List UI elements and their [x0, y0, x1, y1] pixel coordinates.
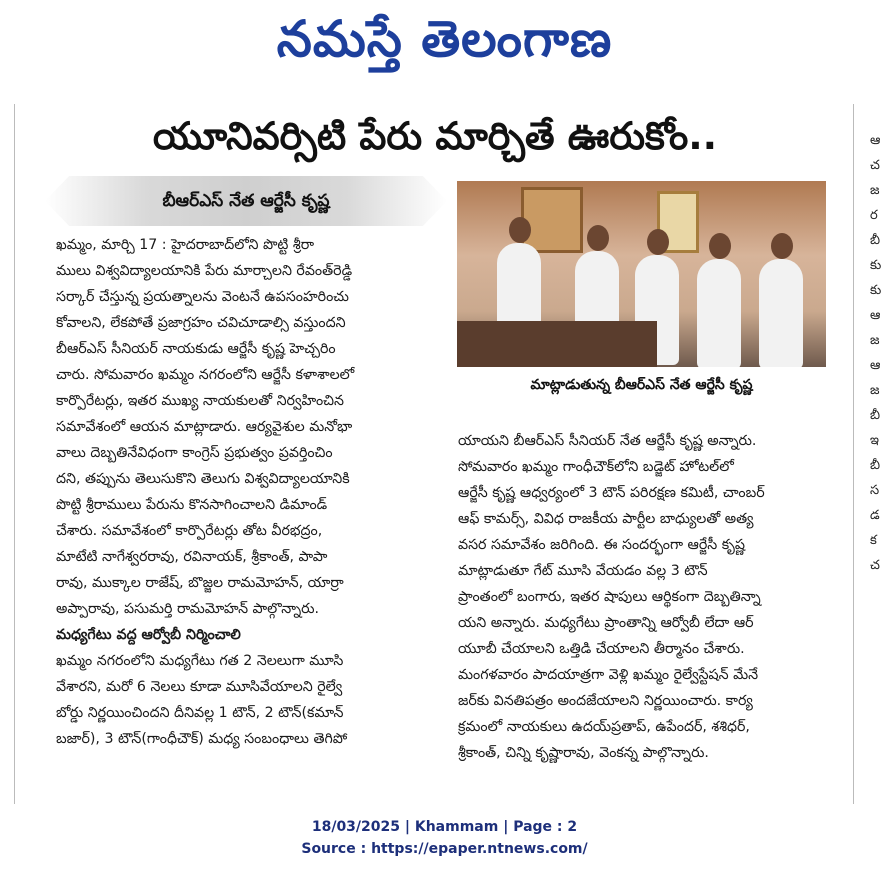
edge-glyph: ఆ	[870, 133, 881, 148]
edge-glyph: స	[870, 483, 880, 498]
body-line: సోమవారం ఖమ్మం గాంధీచౌక్‌లోని బడ్జెట్ హోటల్‌లో	[458, 459, 734, 475]
edge-glyph: ఆ	[870, 308, 881, 323]
edge-glyph: చ	[870, 558, 880, 573]
body-line: కోవాలని, లేకపోతే ప్రజాగ్రహం చవిచూడాల్సి వస్తుందని	[56, 315, 346, 331]
body-line: ఆర్జేసీ కృష్ణ ఆధ్వర్యంలో 3 టౌన్ పరిరక్షణ కమిటీ, చాంబర్	[458, 485, 765, 501]
edge-glyph: బీ	[870, 408, 881, 423]
body-line: పొట్టి శ్రీరాములు పేరును కొనసాగించాలని డిమాండ్	[56, 497, 328, 513]
edge-glyph: ర	[870, 208, 878, 223]
edge-glyph: జ	[870, 333, 880, 348]
edge-glyph: ఇ	[870, 433, 879, 448]
photo-caption: మాట్లాడుతున్న బీఆర్ఎస్ నేత ఆర్జేసీ కృష్ణ	[530, 377, 753, 393]
body-line: ప్రాంతంలో బంగారు, ఇతర షాపులు ఆర్థికంగా దెబ్బతిన్నా	[458, 589, 761, 605]
body-line: బీఆర్ఎస్ సీనియర్ నాయకుడు ఆర్జేసీ కృష్ణ హెచ్చరిం	[56, 341, 336, 357]
body-line: ములు విశ్వవిద్యాలయానికి పేరు మార్చాలని రేవంత్‌రెడ్డి	[56, 263, 353, 279]
person-figure	[697, 259, 741, 367]
edge-glyph: జ	[870, 183, 880, 198]
footer-date-line: 18/03/2025 | Khammam | Page : 2	[311, 819, 578, 835]
body-line: ఖమ్మం నగరంలోని మధ్యగేటు గత 2 నెలలుగా మూసి	[56, 653, 344, 669]
page-footer	[0, 816, 889, 860]
article-column-left	[56, 232, 448, 804]
adjacent-article-fragment	[870, 128, 889, 808]
column-rule-right	[853, 104, 854, 804]
article-column-right	[458, 428, 828, 806]
edge-glyph: క	[870, 533, 877, 548]
body-line: ఆఫ్ కామర్స్, వివిధ రాజకీయ పార్టీల బాధ్యులతో అత్య	[458, 511, 754, 527]
edge-glyph: చ	[870, 158, 880, 173]
body-line: కార్పొరేటర్లు, ఇతర ముఖ్య నాయకులతో నిర్వహించిన	[56, 393, 344, 409]
edge-glyph: డ	[870, 508, 880, 523]
body-line: రావు, ముక్కాల రాజేష్, బొజ్జల రామమోహన్, యార్రా	[56, 575, 344, 591]
edge-glyph: కు	[870, 283, 882, 298]
edge-glyph: బీ	[870, 458, 881, 473]
body-line: వాలు దెబ్బతినేవిధంగా కాంగ్రెస్ ప్రభుత్వం ప్రవర్తించిం	[56, 445, 333, 461]
body-line: బోర్డు నిర్ణయించిందని దీనివల్ల 1 టౌన్, 2 టౌన్(కమాన్	[56, 705, 344, 721]
body-line: ఖమ్మం, మార్చి 17 : హైదరాబాద్‌లోని పొట్టి శ్రీరా	[56, 237, 314, 253]
edge-glyph: కు	[870, 258, 882, 273]
edge-glyph: జ	[870, 383, 880, 398]
body-line: జర్‌కు వినతిపత్రం అందజేయాలని నిర్ణయించారు. కార్య	[458, 693, 753, 709]
body-line: అప్పారావు, పసుమర్తి రామమోహన్ పాల్గొన్నారు.	[56, 601, 319, 617]
person-figure	[759, 259, 803, 367]
body-line: సమావేశంలో ఆయన మాట్లాడారు. ఆర్యవైశుల మనోభా	[56, 419, 353, 435]
edge-glyph: ఆ	[870, 358, 881, 373]
edge-glyph: బీ	[870, 233, 881, 248]
body-line: దని, తప్పును తెలుసుకొని తెలుగు విశ్వవిద్యాలయానికి	[56, 471, 350, 487]
newspaper-masthead: నమస్తే తెలంగాణ	[276, 10, 613, 68]
table	[457, 321, 657, 367]
body-line: క్రమంలో నాయకులు ఉదయ్‌ప్రతాప్, ఉపేందర్, శశిధర్,	[458, 719, 750, 735]
body-line: చారు. సోమవారం ఖమ్మం నగరంలోని ఆర్జేసీ కళాశాలలో	[56, 367, 355, 383]
body-line: శ్రీకాంత్, చిన్ని కృష్ణారావు, వెంకన్న పాల్గొన్నారు.	[458, 745, 709, 761]
article-photo	[457, 181, 826, 367]
body-line: సర్కార్ చేస్తున్న ప్రయత్నాలను వెంటనే ఉపసంహరించు	[56, 289, 349, 305]
body-line: వేశారని, మరో 6 నెలలు కూడా మూసివేయాలని రైల్వే	[56, 679, 343, 695]
article-headline: యూనివర్సిటి పేరు మార్చితే ఊరుకోం..	[152, 114, 718, 158]
body-line: మాటేటి నాగేశ్వరరావు, రవినాయక్, శ్రీకాంత్, పాపా	[56, 549, 328, 565]
body-line: మంగళవారం పాదయాత్రగా వెళ్లి ఖమ్మం రైల్వేస్టేషన్ మేనే	[458, 667, 759, 683]
body-line: చేశారు. సమావేశంలో కార్పొరేటర్లు తోట వీరభద్రం,	[56, 523, 323, 539]
body-line: యాయని బీఆర్ఎస్ సీనియర్ నేత ఆర్జేసీ కృష్ణ అన్నారు.	[458, 433, 757, 449]
wall-portrait	[521, 187, 583, 253]
body-line: యూబీ చేయాలని ఒత్తిడి చేయాలని తీర్మానం చేశారు.	[458, 641, 745, 657]
article-kicker: బీఆర్ఎస్ నేత ఆర్జేసీ కృష్ణ	[162, 191, 330, 211]
body-line: బజార్), 3 టౌన్(గాంధీచౌక్) మధ్య సంబంధాలు తెగిపో	[56, 731, 348, 747]
article-subhead: మధ్యగేటు వద్ద ఆర్వోబీ నిర్మించాలి	[56, 627, 241, 643]
body-line: వసర సమావేశం జరిగింది. ఈ సందర్భంగా ఆర్జేసీ కృష్ణ	[458, 537, 745, 553]
body-line: యని అన్నారు. మధ్యగేటు ప్రాంతాన్ని ఆర్వోబీ లేదా ఆర్	[458, 615, 754, 631]
column-rule-left	[14, 104, 15, 804]
body-line: మాట్లాడుతూ గేట్ మూసి వేయడం వల్ల 3 టౌన్	[458, 563, 708, 579]
footer-source-link[interactable]: Source : https://epaper.ntnews.com/	[301, 841, 588, 857]
